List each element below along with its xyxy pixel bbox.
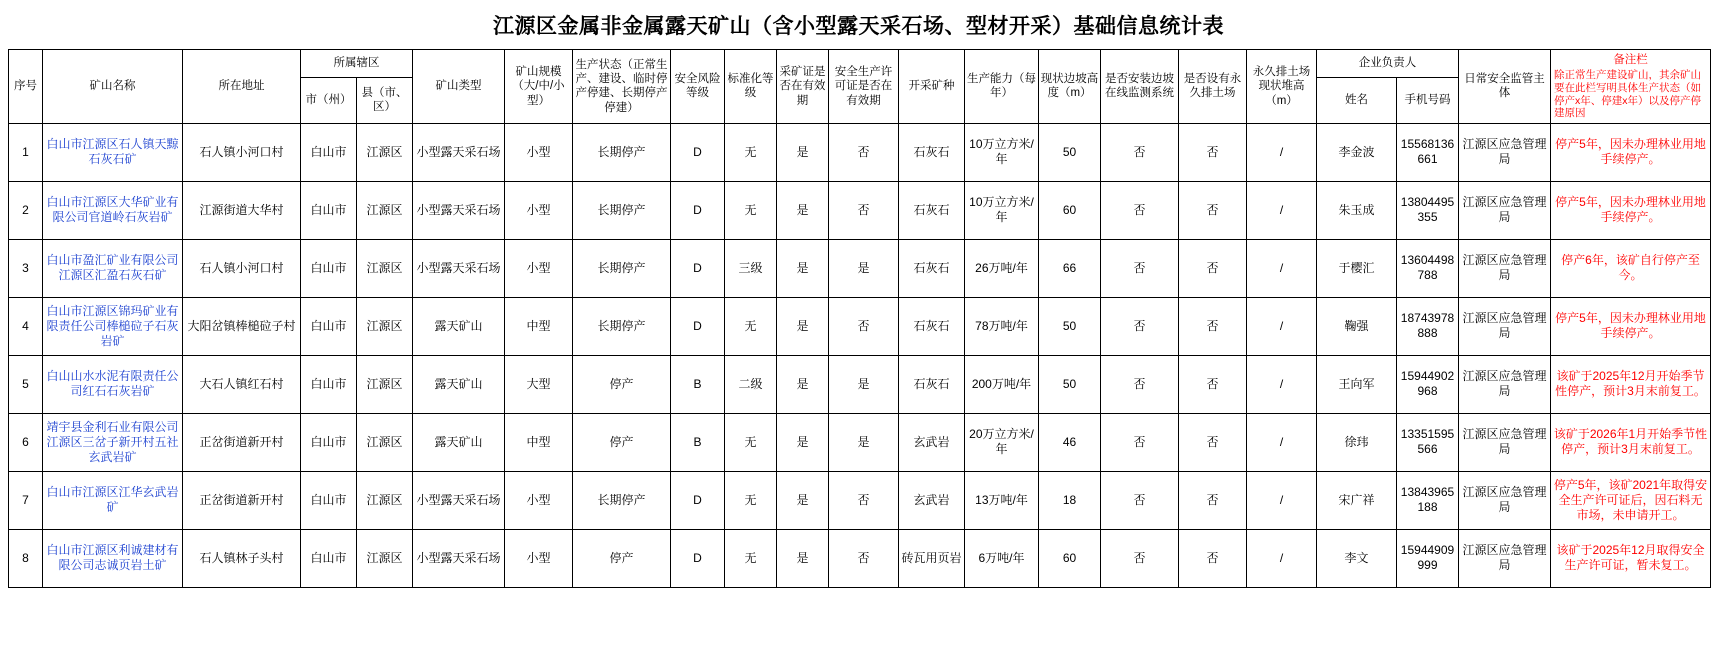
cell-mine-scale: 大型 [505,355,573,413]
cell-online-monitor: 否 [1101,413,1179,471]
cell-risk-level: D [671,529,725,587]
col-standard-level: 标准化等级 [725,50,777,124]
cell-seq: 6 [9,413,43,471]
cell-mine-type: 露天矿山 [413,355,505,413]
cell-production-status: 长期停产 [573,123,671,181]
cell-capacity: 13万吨/年 [965,471,1039,529]
cell-mined-mineral: 石灰石 [899,355,965,413]
cell-note: 停产6年，该矿自行停产至今。 [1551,239,1711,297]
table-row [9,297,1711,355]
cell-daily-supervisor: 江源区应急管理局 [1459,297,1551,355]
cell-mine-name: 白山市江源区石人镇天黥石灰石矿 [43,123,183,181]
cell-county: 江源区 [357,123,413,181]
cell-slope-height: 50 [1039,355,1101,413]
cell-seq: 1 [9,123,43,181]
cell-mine-scale: 中型 [505,297,573,355]
cell-mine-name: 白山市江源区利诚建材有限公司志诚页岩土矿 [43,529,183,587]
cell-mining-license-valid: 是 [777,123,829,181]
cell-risk-level: B [671,413,725,471]
cell-mined-mineral: 石灰石 [899,297,965,355]
cell-safety-license-valid: 是 [829,355,899,413]
col-waste-dump-height: 永久排土场现状堆高（m） [1247,50,1317,124]
cell-slope-height: 50 [1039,297,1101,355]
cell-daily-supervisor: 江源区应急管理局 [1459,239,1551,297]
col-note-subtitle: 除正常生产建设矿山，其余矿山要在此栏写明具体生产状态（如停产x年、停建x年）以及停产停建原因 [1554,69,1701,120]
cell-mine-type: 小型露天采石场 [413,239,505,297]
cell-contact-name: 李文 [1317,529,1397,587]
cell-waste-dump: 否 [1179,529,1247,587]
cell-capacity: 10万立方米/年 [965,123,1039,181]
cell-contact-phone: 15944902968 [1397,355,1459,413]
cell-mined-mineral: 石灰石 [899,123,965,181]
cell-waste-dump: 否 [1179,123,1247,181]
cell-waste-dump: 否 [1179,471,1247,529]
cell-city: 白山市 [301,529,357,587]
cell-city: 白山市 [301,297,357,355]
cell-contact-phone: 15944909999 [1397,529,1459,587]
cell-mining-license-valid: 是 [777,529,829,587]
cell-risk-level: B [671,355,725,413]
cell-mined-mineral: 玄武岩 [899,413,965,471]
col-mine-name: 矿山名称 [43,50,183,124]
cell-capacity: 20万立方米/年 [965,413,1039,471]
cell-mine-type: 小型露天采石场 [413,123,505,181]
cell-address: 石人镇小河口村 [183,123,301,181]
cell-city: 白山市 [301,355,357,413]
cell-contact-phone: 13351595566 [1397,413,1459,471]
col-contact-phone: 手机号码 [1397,77,1459,123]
table-row [9,181,1711,239]
col-slope-height: 现状边坡高度（m） [1039,50,1101,124]
cell-safety-license-valid: 否 [829,529,899,587]
col-seq: 序号 [9,50,43,124]
cell-daily-supervisor: 江源区应急管理局 [1459,529,1551,587]
col-mining-license-valid: 采矿证是否在有效期 [777,50,829,124]
cell-standard-level: 无 [725,529,777,587]
cell-daily-supervisor: 江源区应急管理局 [1459,413,1551,471]
cell-mining-license-valid: 是 [777,181,829,239]
table-header [9,50,1711,124]
cell-mine-type: 小型露天采石场 [413,181,505,239]
cell-note: 停产5年，因未办理林业用地手续停产。 [1551,123,1711,181]
cell-mine-scale: 小型 [505,471,573,529]
col-jurisdiction-county: 县（市、区） [357,77,413,123]
cell-capacity: 200万吨/年 [965,355,1039,413]
cell-county: 江源区 [357,297,413,355]
cell-production-status: 长期停产 [573,181,671,239]
cell-mine-scale: 小型 [505,529,573,587]
col-risk-level: 安全风险等级 [671,50,725,124]
cell-waste-dump: 否 [1179,413,1247,471]
table-row [9,123,1711,181]
cell-mining-license-valid: 是 [777,471,829,529]
cell-waste-dump-height: / [1247,471,1317,529]
col-safety-license-valid: 安全生产许可证是否在有效期 [829,50,899,124]
cell-risk-level: D [671,471,725,529]
cell-county: 江源区 [357,355,413,413]
col-address: 所在地址 [183,50,301,124]
cell-slope-height: 60 [1039,181,1101,239]
cell-mine-name: 白山市江源区江华玄武岩矿 [43,471,183,529]
cell-contact-name: 徐玮 [1317,413,1397,471]
cell-risk-level: D [671,123,725,181]
cell-mining-license-valid: 是 [777,297,829,355]
table-row [9,239,1711,297]
cell-contact-name: 李金波 [1317,123,1397,181]
cell-contact-name: 鞠强 [1317,297,1397,355]
col-mine-type: 矿山类型 [413,50,505,124]
cell-mine-scale: 中型 [505,413,573,471]
cell-city: 白山市 [301,123,357,181]
cell-standard-level: 三级 [725,239,777,297]
cell-online-monitor: 否 [1101,239,1179,297]
cell-address: 大石人镇红石村 [183,355,301,413]
cell-capacity: 6万吨/年 [965,529,1039,587]
table-header-row-1 [9,50,1711,78]
cell-address: 石人镇小河口村 [183,239,301,297]
cell-contact-name: 于樱汇 [1317,239,1397,297]
cell-production-status: 长期停产 [573,297,671,355]
cell-mine-scale: 小型 [505,239,573,297]
cell-mining-license-valid: 是 [777,239,829,297]
cell-waste-dump-height: / [1247,355,1317,413]
cell-safety-license-valid: 否 [829,297,899,355]
cell-county: 江源区 [357,413,413,471]
page-title: 江源区金属非金属露天矿山（含小型露天采石场、型材开采）基础信息统计表 [493,15,1224,38]
cell-mine-name: 白山市江源区大华矿业有限公司官道岭石灰岩矿 [43,181,183,239]
cell-mine-name: 白山市盈汇矿业有限公司江源区汇盈石灰石矿 [43,239,183,297]
cell-seq: 4 [9,297,43,355]
cell-capacity: 10万立方米/年 [965,181,1039,239]
cell-production-status: 长期停产 [573,471,671,529]
cell-mine-scale: 小型 [505,123,573,181]
cell-slope-height: 60 [1039,529,1101,587]
cell-mine-name: 靖宇县金利石业有限公司江源区三岔子新开村五社玄武岩矿 [43,413,183,471]
cell-daily-supervisor: 江源区应急管理局 [1459,471,1551,529]
table-row [9,529,1711,587]
cell-mined-mineral: 石灰石 [899,181,965,239]
cell-contact-phone: 13843965188 [1397,471,1459,529]
cell-note: 停产5年，因未办理林业用地手续停产。 [1551,181,1711,239]
cell-contact-phone: 13604498788 [1397,239,1459,297]
col-jurisdiction-city: 市（州） [301,77,357,123]
cell-safety-license-valid: 是 [829,413,899,471]
cell-risk-level: D [671,297,725,355]
table-row [9,471,1711,529]
cell-seq: 8 [9,529,43,587]
cell-daily-supervisor: 江源区应急管理局 [1459,355,1551,413]
cell-address: 正岔街道新开村 [183,471,301,529]
col-note-title: 备注栏 [1613,54,1648,66]
cell-mine-type: 露天矿山 [413,413,505,471]
cell-contact-name: 王向军 [1317,355,1397,413]
cell-note: 停产5年，因未办理林业用地手续停产。 [1551,297,1711,355]
col-note [1551,50,1711,124]
cell-slope-height: 50 [1039,123,1101,181]
cell-safety-license-valid: 否 [829,471,899,529]
cell-production-status: 停产 [573,355,671,413]
cell-seq: 2 [9,181,43,239]
cell-note: 该矿于2025年12月取得安全生产许可证，暂未复工。 [1551,529,1711,587]
col-jurisdiction: 所属辖区 [301,50,413,78]
cell-standard-level: 二级 [725,355,777,413]
cell-seq: 7 [9,471,43,529]
col-contact-name: 姓名 [1317,77,1397,123]
cell-standard-level: 无 [725,181,777,239]
cell-mining-license-valid: 是 [777,413,829,471]
col-online-monitor: 是否安装边坡在线监测系统 [1101,50,1179,124]
cell-risk-level: D [671,239,725,297]
cell-online-monitor: 否 [1101,355,1179,413]
col-capacity: 生产能力（每年） [965,50,1039,124]
col-production-status: 生产状态（正常生产、建设、临时停产停建、长期停产停建） [573,50,671,124]
cell-slope-height: 46 [1039,413,1101,471]
cell-standard-level: 无 [725,123,777,181]
col-mined-mineral: 开采矿种 [899,50,965,124]
cell-waste-dump: 否 [1179,239,1247,297]
cell-capacity: 78万吨/年 [965,297,1039,355]
cell-note: 该矿于2025年12月开始季节性停产，预计3月末前复工。 [1551,355,1711,413]
cell-online-monitor: 否 [1101,181,1179,239]
table-row [9,413,1711,471]
cell-address: 江源街道大华村 [183,181,301,239]
cell-contact-phone: 18743978888 [1397,297,1459,355]
cell-contact-phone: 13804495355 [1397,181,1459,239]
cell-slope-height: 66 [1039,239,1101,297]
cell-online-monitor: 否 [1101,123,1179,181]
cell-mine-scale: 小型 [505,181,573,239]
table-body [9,123,1711,587]
cell-seq: 3 [9,239,43,297]
cell-note: 停产5年，该矿2021年取得安全生产许可证后，因石料无市场，未申请开工。 [1551,471,1711,529]
cell-contact-name: 朱玉成 [1317,181,1397,239]
cell-mined-mineral: 砖瓦用页岩 [899,529,965,587]
cell-mine-type: 露天矿山 [413,297,505,355]
cell-waste-dump-height: / [1247,181,1317,239]
cell-standard-level: 无 [725,297,777,355]
cell-waste-dump-height: / [1247,239,1317,297]
cell-production-status: 停产 [573,529,671,587]
cell-contact-name: 宋广祥 [1317,471,1397,529]
cell-online-monitor: 否 [1101,471,1179,529]
col-contact: 企业负责人 [1317,50,1459,78]
cell-daily-supervisor: 江源区应急管理局 [1459,123,1551,181]
cell-waste-dump: 否 [1179,355,1247,413]
cell-county: 江源区 [357,239,413,297]
table-row [9,355,1711,413]
cell-contact-phone: 15568136661 [1397,123,1459,181]
cell-seq: 5 [9,355,43,413]
cell-waste-dump-height: / [1247,413,1317,471]
cell-note: 该矿于2026年1月开始季节性停产，预计3月末前复工。 [1551,413,1711,471]
cell-safety-license-valid: 否 [829,123,899,181]
cell-slope-height: 18 [1039,471,1101,529]
cell-online-monitor: 否 [1101,297,1179,355]
col-daily-supervisor: 日常安全监管主体 [1459,50,1551,124]
cell-standard-level: 无 [725,471,777,529]
cell-production-status: 停产 [573,413,671,471]
cell-mine-name: 白山市江源区锦玛矿业有限责任公司棒槌砬子石灰岩矿 [43,297,183,355]
cell-waste-dump-height: / [1247,297,1317,355]
cell-city: 白山市 [301,239,357,297]
cell-standard-level: 无 [725,413,777,471]
cell-address: 石人镇林子头村 [183,529,301,587]
cell-capacity: 26万吨/年 [965,239,1039,297]
cell-mine-type: 小型露天采石场 [413,471,505,529]
cell-mined-mineral: 玄武岩 [899,471,965,529]
cell-address: 大阳岔镇棒槌砬子村 [183,297,301,355]
cell-county: 江源区 [357,529,413,587]
cell-mine-type: 小型露天采石场 [413,529,505,587]
cell-waste-dump-height: / [1247,123,1317,181]
cell-waste-dump-height: / [1247,529,1317,587]
cell-safety-license-valid: 是 [829,239,899,297]
col-waste-dump: 是否设有永久排土场 [1179,50,1247,124]
cell-county: 江源区 [357,471,413,529]
cell-city: 白山市 [301,471,357,529]
cell-online-monitor: 否 [1101,529,1179,587]
cell-mine-name: 白山山水水泥有限责任公司红石石灰岩矿 [43,355,183,413]
cell-daily-supervisor: 江源区应急管理局 [1459,181,1551,239]
cell-address: 正岔街道新开村 [183,413,301,471]
cell-county: 江源区 [357,181,413,239]
cell-city: 白山市 [301,181,357,239]
cell-mining-license-valid: 是 [777,355,829,413]
cell-mined-mineral: 石灰石 [899,239,965,297]
cell-risk-level: D [671,181,725,239]
cell-city: 白山市 [301,413,357,471]
mine-info-table [8,49,1711,588]
col-mine-scale: 矿山规模（大/中/小型） [505,50,573,124]
cell-production-status: 长期停产 [573,239,671,297]
cell-safety-license-valid: 否 [829,181,899,239]
cell-waste-dump: 否 [1179,181,1247,239]
cell-waste-dump: 否 [1179,297,1247,355]
